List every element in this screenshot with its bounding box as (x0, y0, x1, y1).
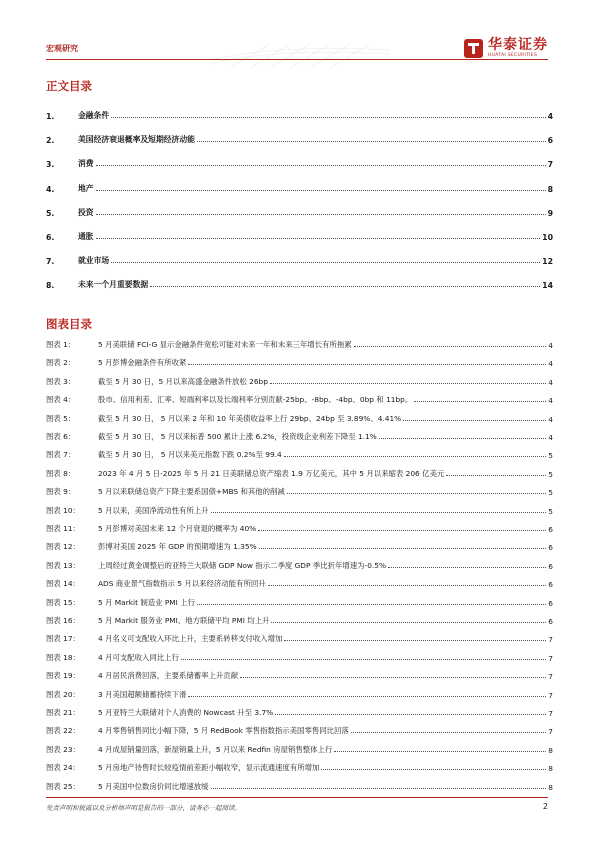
figure-entry-title: 截至 5 月 30 日， 5 月以来标普 500 累计上涨 6.2%，投资级企业利差下降至 1.1% (98, 432, 377, 441)
toc-entry[interactable] (46, 229, 553, 242)
figure-entry[interactable] (46, 596, 553, 608)
figure-entry-title: 5 月亚特兰大联储对个人消费的 Nowcast 升至 3.7% (98, 708, 274, 717)
figure-entry-label: 图表 5： (46, 413, 76, 423)
toc-entry-page: 7 (547, 160, 553, 170)
figure-entry[interactable] (46, 412, 553, 424)
logo-icon (464, 39, 483, 58)
figure-entry-title: 3 月美国超额储蓄持续下滑 (98, 689, 187, 699)
figure-entry-page: 8 (548, 764, 553, 774)
figure-entry-page: 8 (548, 745, 553, 755)
toc-entry[interactable] (46, 181, 553, 194)
toc-heading: 正文目录 (46, 79, 92, 93)
figure-entry-label: 图表 9： (46, 487, 76, 497)
figure-entry-label: 图表 14： (46, 579, 80, 589)
figure-entry-title: 5 月美联储 FCI-G 显示金融条件宽松可能对未来一年和未来三年增长有所拖累 (98, 340, 352, 349)
dot-leader (354, 346, 547, 347)
figure-entry-page: 5 (548, 469, 553, 479)
figure-entry-label: 图表 17： (46, 634, 80, 644)
figure-entry-page: 4 (548, 341, 553, 350)
figure-entry[interactable] (46, 706, 553, 718)
toc-entry-title: 通胀 (78, 232, 94, 241)
toc-entry-title: 就业市场 (78, 256, 110, 266)
dot-leader (96, 238, 541, 239)
figure-entry[interactable] (46, 356, 553, 368)
figure-entry-label: 图表 25： (46, 781, 80, 791)
toc-entry-page: 14 (542, 281, 553, 291)
figure-entry-page: 6 (548, 580, 553, 590)
figure-entry-title: 5 月以来，美国净流动性有所上升 (98, 505, 209, 515)
toc-entry-page: 8 (547, 184, 553, 194)
figure-entry-title: 5 月房地产待售时长较疫情前差距小幅收窄，显示流通速度有所增加 (98, 763, 320, 773)
toc-entry-page: 6 (547, 136, 553, 146)
toc-entry-number: 6. (46, 233, 55, 242)
figure-entry[interactable] (46, 485, 553, 497)
figure-entry-title: 2023 年 4 月 5 日-2025 年 5 月 21 日美联储总资产缩表 1.9 万亿美元，其中 5 月以来缩表 206 亿美元 (98, 468, 445, 478)
toc-entry-number: 5. (46, 208, 55, 218)
figure-entry-page: 7 (548, 635, 553, 645)
figure-entry[interactable] (46, 743, 553, 755)
report-category: 宏观研究 (46, 44, 78, 53)
figure-entry-title: 4 月名义可支配收入环比上升，主要系转移支付收入增加 (98, 634, 283, 644)
figure-entry-label: 图表 21： (46, 708, 80, 717)
toc-entry-number: 8. (46, 281, 55, 291)
figure-entry-page: 7 (548, 727, 553, 737)
toc-entry-number: 4. (46, 184, 55, 194)
figure-entry-label: 图表 4： (46, 395, 76, 405)
figure-entry[interactable] (46, 559, 553, 571)
figure-entry[interactable] (46, 522, 553, 534)
dot-leader (211, 788, 547, 789)
figure-entry-title: 5 月彭博对美国未来 12 个月衰退的概率为 40% (98, 524, 257, 533)
figure-entry-page: 6 (548, 525, 553, 534)
dot-leader (197, 604, 546, 605)
figure-entry-label: 图表 12： (46, 542, 80, 552)
toc-entry[interactable] (46, 253, 553, 266)
figure-entry-label: 图表 22： (46, 726, 80, 736)
figure-entry[interactable] (46, 724, 553, 736)
figure-entry-label: 图表 11： (46, 524, 80, 533)
figure-entry-page: 7 (548, 690, 553, 700)
figure-entry-page: 4 (548, 433, 553, 442)
figure-entry-title: 彭博对美国 2025 年 GDP 的预期增速为 1.35% (98, 542, 257, 552)
figure-entry-label: 图表 18： (46, 652, 80, 662)
figure-entry-page: 8 (548, 782, 553, 792)
dot-leader (211, 512, 547, 513)
toc-entry-title: 消费 (78, 159, 94, 169)
figure-entry-page: 5 (548, 451, 553, 461)
dot-leader (197, 141, 546, 142)
figure-entry-label: 图表 1： (46, 340, 76, 349)
dot-leader (271, 622, 546, 623)
figure-entry-title: 截至 5 月 30 日， 5 月以来 2 年和 10 年美债收益率上行 29bp、24bp 至 3.89%、4.41% (98, 413, 402, 423)
figure-entry-title: 4 月零售销售同比小幅下降，5 月 RedBook 零售指数指示美国零售同比回落 (98, 726, 349, 736)
figure-entry-page: 6 (548, 598, 553, 608)
dot-leader (334, 751, 546, 752)
figure-entry[interactable] (46, 669, 553, 681)
dot-leader (321, 769, 546, 770)
dot-leader (259, 548, 547, 549)
figure-entry-page: 5 (548, 506, 553, 516)
dot-leader (240, 677, 546, 678)
figure-entry-label: 图表 24： (46, 763, 80, 773)
figure-entry-page: 6 (548, 543, 553, 553)
dot-leader (111, 262, 540, 263)
dot-leader (96, 190, 546, 191)
figure-entry-label: 图表 13： (46, 560, 80, 570)
figure-entry[interactable] (46, 375, 553, 387)
figure-entry-label: 图表 20： (46, 689, 80, 699)
toc-entry-page: 4 (547, 112, 553, 121)
figure-entry-page: 4 (548, 377, 553, 387)
figure-entry-page: 6 (548, 561, 553, 571)
dot-leader (379, 438, 547, 439)
figure-entry-page: 4 (548, 396, 553, 406)
dot-leader (446, 475, 546, 476)
figure-entry[interactable] (46, 688, 553, 700)
dot-leader (188, 364, 546, 365)
toc-entry-title: 投资 (78, 207, 94, 217)
dot-leader (270, 383, 546, 384)
figure-entry-page: 7 (548, 653, 553, 663)
figure-entry-page: 4 (548, 359, 553, 369)
figure-entry[interactable] (46, 780, 553, 792)
toc-entry-number: 3. (46, 160, 55, 170)
dot-leader (275, 714, 546, 715)
figure-entry-page: 4 (548, 414, 553, 424)
figure-entry-title: ADS 商业景气指数指示 5 月以来经济动能有所回升 (98, 579, 266, 589)
header-watermark (210, 44, 390, 68)
company-logo (464, 36, 548, 60)
dot-leader (284, 456, 547, 457)
page-number: 2 (542, 802, 548, 811)
figure-entry-title: 股市、信用利差、汇率、短端利率以及长端利率分别贡献-25bp、-8bp、-4bp、0bp 和 11bp。 (98, 395, 413, 405)
dot-leader (96, 214, 546, 215)
figure-entry[interactable] (46, 540, 553, 552)
dot-leader (403, 420, 546, 421)
figure-entry-title: 4 月居民消费回落，主要系储蓄率上升贡献 (98, 671, 239, 681)
figure-entry-label: 图表 19： (46, 671, 80, 681)
toc-entry-title: 金融条件 (78, 111, 110, 120)
figure-entry-label: 图表 23： (46, 744, 80, 754)
dot-leader (150, 286, 540, 287)
footer-divider (46, 797, 548, 798)
figure-entry-title: 4 月可支配收入同比上行 (98, 652, 179, 662)
figure-entry[interactable] (46, 761, 553, 773)
figure-entry[interactable] (46, 577, 553, 589)
toc-entry-page: 12 (542, 257, 553, 267)
figure-entry-page: 5 (548, 488, 553, 498)
figure-entry-label: 图表 2： (46, 358, 76, 368)
toc-entry-number: 1. (46, 112, 55, 121)
figure-entry[interactable] (46, 632, 553, 644)
figure-entry[interactable] (46, 651, 553, 663)
figure-entry-label: 图表 6： (46, 432, 76, 441)
toc-entry-title: 美国经济衰退概率及短期经济动能 (78, 135, 195, 145)
figure-entry-label: 图表 7： (46, 450, 76, 460)
figure-entry-title: 截至 5 月 30 日，5 月以来高盛金融条件放松 26bp (98, 376, 268, 386)
dot-leader (351, 732, 547, 733)
figure-entry-page: 7 (548, 709, 553, 718)
figure-entry-label: 图表 15： (46, 597, 80, 607)
figure-entry[interactable] (46, 467, 553, 479)
figure-entry[interactable] (46, 430, 553, 442)
figure-entry[interactable] (46, 393, 553, 405)
logo-name: 华泰证券 (488, 36, 548, 53)
toc-entry-page: 10 (542, 233, 553, 242)
dot-leader (388, 567, 546, 568)
toc-entry-page: 9 (547, 208, 553, 218)
toc-entry-number: 7. (46, 257, 55, 267)
toc-entry-title: 未来一个月重要数据 (78, 280, 149, 290)
toc-entry[interactable] (46, 277, 553, 290)
dot-leader (268, 585, 547, 586)
figure-entry-title: 5 月以来联储总资产下降主要系国债+MBS 和其他的削减 (98, 487, 285, 497)
toc-entry-title: 地产 (78, 183, 94, 193)
figure-entry-title: 上周经过黄金调整后的亚特兰大联储 GDP Now 指示二季度 GDP 季比折年增速为-0.5% (98, 560, 386, 570)
figure-entry[interactable] (46, 504, 553, 516)
toc-entry[interactable] (46, 205, 553, 218)
figure-entry-title: 5 月 Markit 服务业 PMI、地方联储平均 PMI 均上升 (98, 616, 270, 625)
footer-disclaimer: 免责声明和披露以及分析师声明是报告的一部分，请务必一起阅读。 (46, 804, 241, 812)
figure-entry-label: 图表 3： (46, 376, 76, 386)
figure-entry-page: 6 (548, 617, 553, 626)
figure-entry-page: 7 (548, 672, 553, 682)
figure-entry-title: 5 月彭博金融条件有所收紧 (98, 358, 187, 368)
figure-entry[interactable] (46, 338, 553, 350)
logo-name-en: HUATAI SECURITIES (488, 52, 538, 58)
figure-entry-title: 4 月成屋销量回落，新屋销量上升，5 月以来 Redfin 房屋销售整体上行 (98, 744, 333, 754)
toc-entry-number: 2. (46, 136, 55, 146)
figure-entry[interactable] (46, 614, 553, 626)
figure-entry[interactable] (46, 448, 553, 460)
figure-entry-title: 5 月美国中位数房价同比增速放缓 (98, 781, 209, 791)
dot-leader (111, 117, 545, 118)
dot-leader (181, 659, 546, 660)
dot-leader (96, 165, 546, 166)
figure-entry-label: 图表 10： (46, 505, 80, 515)
header-divider (46, 59, 548, 60)
dot-leader (287, 493, 546, 494)
toc-entry[interactable] (46, 156, 553, 169)
figure-entry-title: 截至 5 月 30 日， 5 月以来美元指数下跌 0.2%至 99.4 (98, 450, 282, 460)
dot-leader (284, 640, 546, 641)
toc-entry[interactable] (46, 108, 553, 121)
figures-heading: 图表目录 (46, 317, 92, 331)
figure-entry-title: 5 月 Markit 制造业 PMI 上行 (98, 597, 195, 607)
toc-entry[interactable] (46, 132, 553, 145)
dot-leader (258, 530, 546, 531)
dot-leader (414, 401, 546, 402)
dot-leader (188, 696, 546, 697)
figure-entry-label: 图表 8： (46, 468, 76, 478)
figure-entry-label: 图表 16： (46, 616, 80, 625)
